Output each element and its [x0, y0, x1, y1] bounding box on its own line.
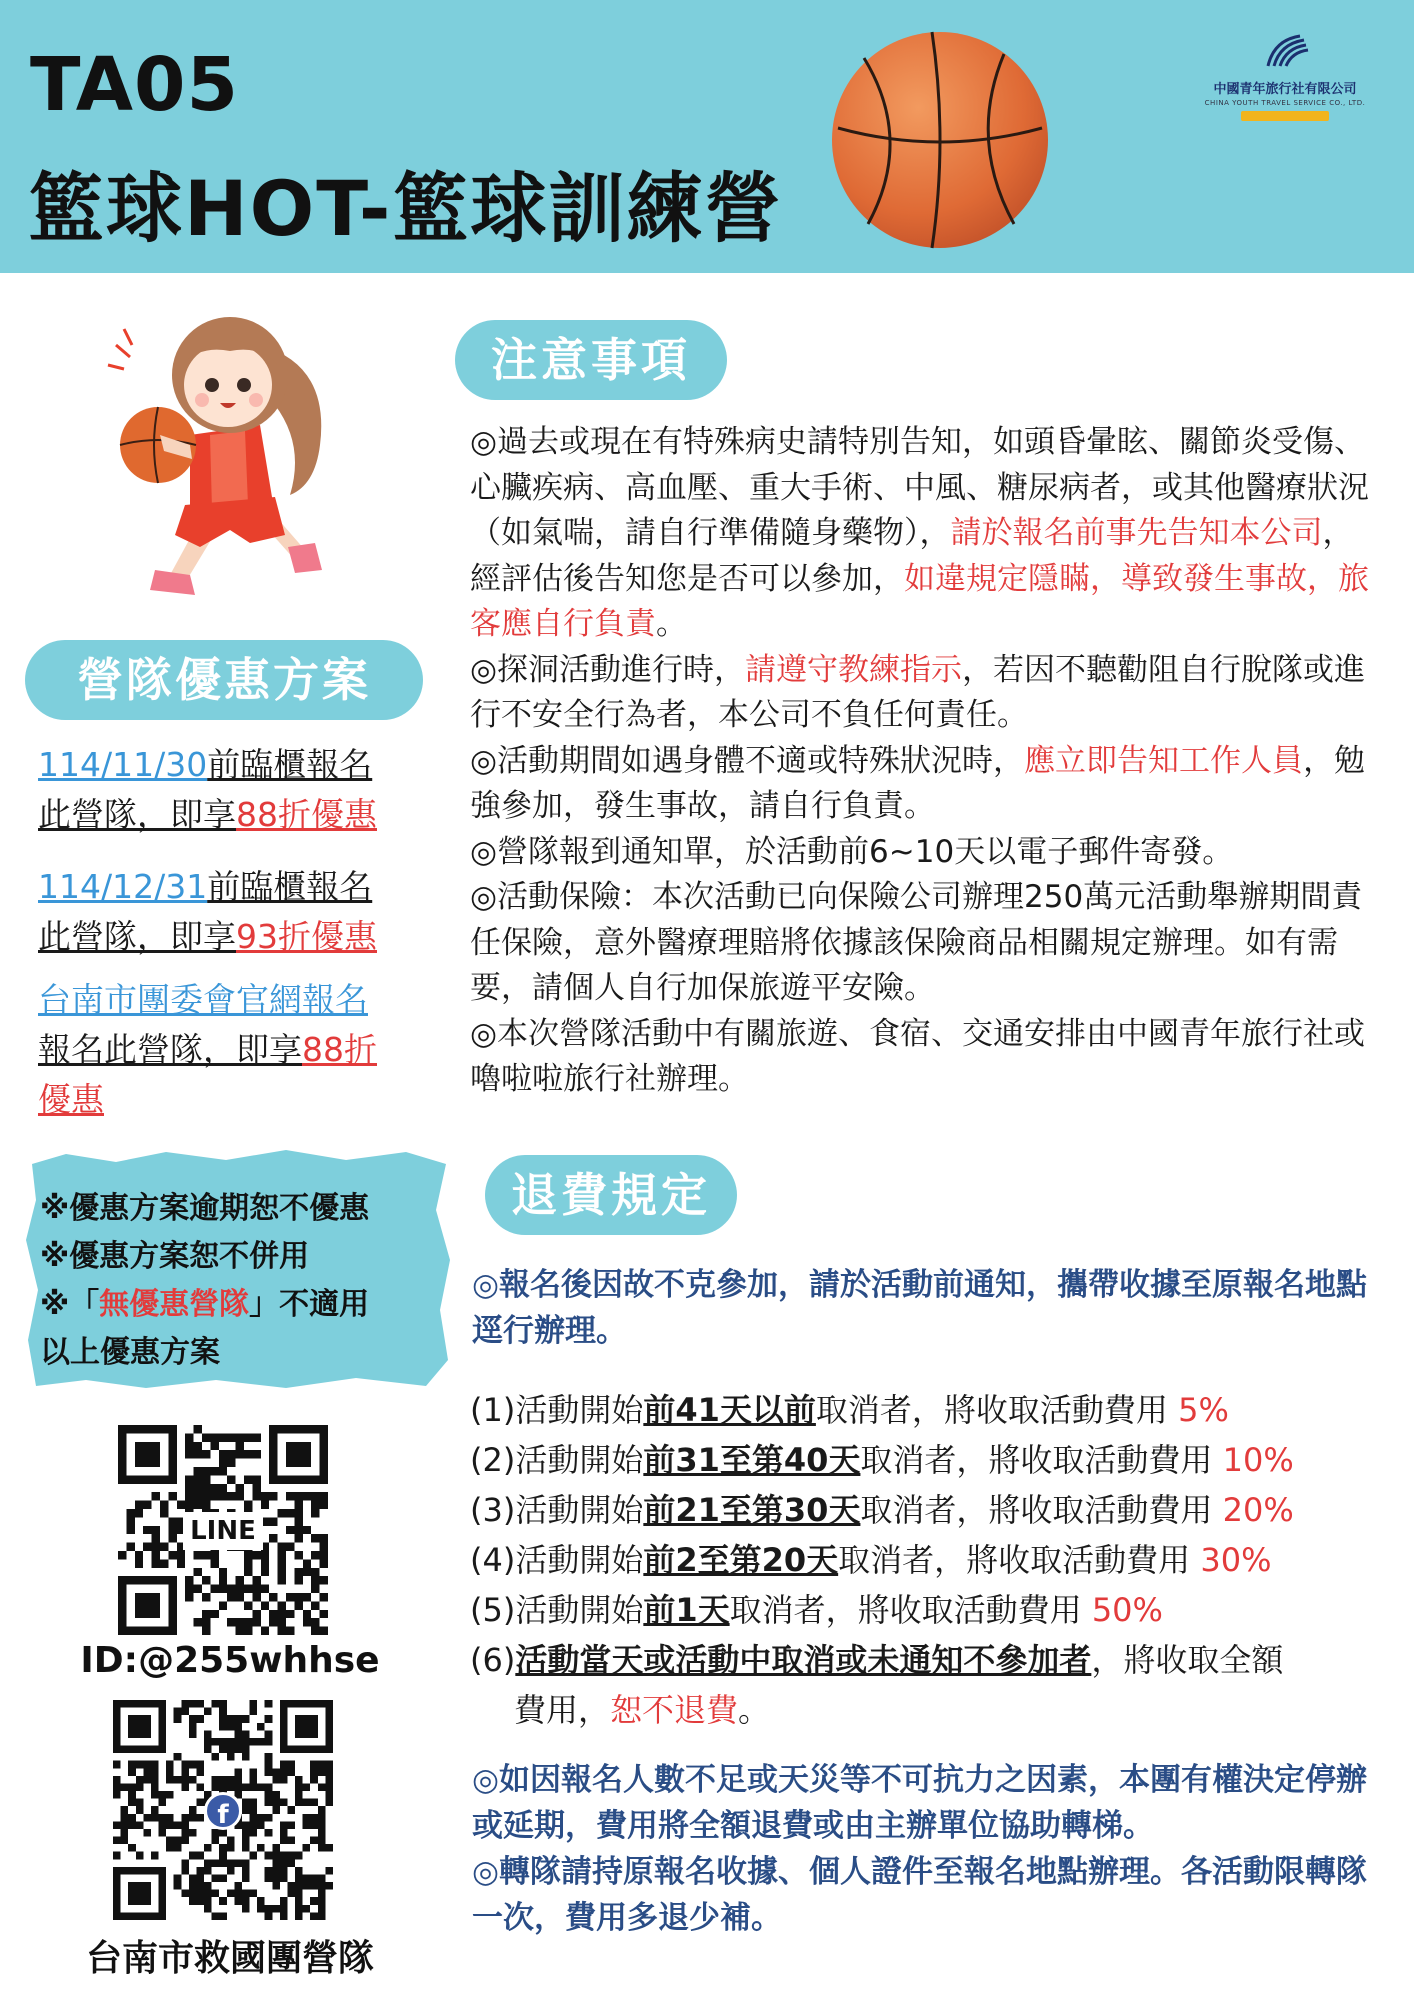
note-illness-text: ◎活動期間如遇身體不適或特殊狀況時， — [470, 742, 1025, 779]
note-illness — [470, 739, 1380, 830]
refund-item-period: 前21至第30天 — [643, 1491, 861, 1529]
note-illness-warning: 應立即告知工作人員 — [1024, 742, 1304, 779]
refund-item-text: 取消者，將收取活動費用 — [860, 1441, 1223, 1479]
note-coach-text: ◎探洞活動進行時， — [470, 651, 746, 688]
refund-item — [470, 1385, 1380, 1435]
refund-item-6-continued — [470, 1685, 1380, 1735]
refund-item-percent: 20% — [1222, 1491, 1294, 1529]
company-logo-icon — [1260, 32, 1310, 70]
company-name-en: CHINA YOUTH TRAVEL SERVICE CO., LTD. — [1204, 99, 1366, 107]
refund-item-text: 取消者，將收取活動費用 — [729, 1591, 1092, 1629]
refund-item-6-cont: 費用， — [514, 1691, 611, 1729]
offer-1-deadline: 前臨櫃報名 — [207, 745, 373, 784]
rule-3-start: ※「 — [40, 1287, 100, 1322]
note-insurance: ◎活動保險：本次活動已向保險公司辦理250萬元活動舉辦期間責任保險，意外醫療理賠將依據該保險商品相關規定辦理。如有需要，請個人自行加保旅遊平安險。 — [470, 879, 1363, 1006]
company-logo-bar — [1241, 111, 1329, 121]
company-logo — [1185, 32, 1385, 121]
offer-3-text: 報名此營隊，即享 — [38, 1030, 302, 1069]
refund-item-prefix: (2)活動開始 — [470, 1441, 644, 1479]
note-health-warning: 請於報名前事先告知本公司 — [950, 515, 1323, 551]
refund-item-prefix: (4)活動開始 — [470, 1541, 644, 1579]
refund-transfer-note: ◎轉隊請持原報名收據、個人證件至報名地點辦理。各活動限轉隊一次，費用多退少補。 — [472, 1854, 1368, 1936]
offer-item-3 — [38, 975, 418, 1125]
refund-item-prefix: (6) — [470, 1641, 516, 1679]
rule-3-continued: 以上優惠方案 — [40, 1335, 220, 1370]
rule-3-highlight: 無優惠營隊 — [99, 1287, 250, 1322]
note-health — [470, 420, 1380, 648]
note-health-warning-2: 如違規定隱瞞，導致發生事故，旅客應自行負責 — [470, 560, 1369, 642]
refund-item — [470, 1435, 1380, 1485]
refund-item-period: 前1天 — [643, 1591, 730, 1629]
team-name: 台南市救國團營隊 — [85, 1938, 374, 1979]
refund-item — [470, 1535, 1380, 1585]
refund-item-period: 前2至第20天 — [643, 1541, 839, 1579]
refund-no-refund: 恕不退費 — [610, 1691, 739, 1729]
refund-item-text: 取消者，將收取活動費用 — [860, 1491, 1223, 1529]
offer-item-2 — [38, 862, 418, 962]
note-health-end: 。 — [656, 606, 687, 642]
offer-2-text: 此營隊，即享 — [38, 917, 236, 956]
refund-cancellation-note: ◎如因報名人數不足或天災等不可抗力之因素，本團有權決定停辦或延期，費用將全額退費或由主辦單位協助轉梯。 — [472, 1762, 1368, 1844]
refund-item-6-end: 。 — [738, 1691, 771, 1729]
offer-3-discount-tail: 優惠 — [38, 1080, 104, 1119]
refund-item-text: 取消者，將收取活動費用 — [815, 1391, 1179, 1429]
offer-3-discount: 88折 — [302, 1030, 377, 1069]
notes-body — [470, 420, 1380, 1103]
refund-item-prefix: (3)活動開始 — [470, 1491, 644, 1529]
offer-3-channel[interactable]: 台南市團委會官網報名 — [38, 980, 368, 1019]
line-logo-icon: LINE — [183, 1512, 263, 1550]
refund-item-text: ，將收取全額 — [1091, 1641, 1284, 1679]
note-coach-text-2: ，若因不聽勸阻自行脫隊或進行不安全行為者，本公司不負任何責任。 — [470, 651, 1366, 733]
girl-basketball-illustration — [60, 285, 380, 615]
refund-item-percent: 10% — [1222, 1441, 1294, 1479]
note-health-text-2: ，經評估後告知您是否可以參加， — [470, 515, 1354, 597]
note-coach — [470, 648, 1380, 739]
offer-1-text: 此營隊，即享 — [38, 795, 236, 834]
header-banner — [0, 0, 1414, 273]
refund-heading: 退費規定 — [485, 1155, 737, 1235]
refund-item-percent: 50% — [1091, 1591, 1163, 1629]
note-notification: ◎營隊報到通知單，於活動前6~10天以電子郵件寄發。 — [470, 833, 1234, 870]
offer-item-1 — [38, 740, 418, 840]
offer-2-discount: 93折優惠 — [236, 917, 377, 956]
offer-1-discount: 88折優惠 — [236, 795, 377, 834]
refund-item-prefix: (1)活動開始 — [470, 1391, 644, 1429]
refund-item-period: 活動當天或活動中取消或未通知不參加者 — [515, 1641, 1092, 1679]
line-id: ID:@255whhse — [80, 1640, 380, 1681]
notes-heading: 注意事項 — [455, 320, 727, 400]
refund-item — [470, 1585, 1380, 1635]
page-title: 籃球HOT-籃球訓練營 — [28, 164, 783, 253]
company-name-zh: 中國青年旅行社有限公司 — [1213, 82, 1357, 97]
basketball-icon — [828, 28, 1052, 252]
refund-item-period: 前41天以前 — [643, 1391, 816, 1429]
refund-footnotes — [472, 1757, 1372, 1941]
refund-intro: ◎報名後因故不克參加，請於活動前通知，攜帶收據至原報名地點逕行辦理。 — [472, 1267, 1368, 1349]
offer-2-deadline: 前臨櫃報名 — [207, 867, 373, 906]
rule-2: ※優惠方案恕不併用 — [40, 1239, 310, 1274]
facebook-icon: f — [204, 1792, 242, 1830]
refund-item-prefix: (5)活動開始 — [470, 1591, 644, 1629]
rule-3 — [40, 1281, 440, 1329]
rule-3-end: 」不適用 — [249, 1287, 370, 1322]
rule-1: ※優惠方案逾期恕不優惠 — [40, 1191, 370, 1226]
offer-1-date: 114/11/30 — [38, 745, 208, 784]
note-travel-agency: ◎本次營隊活動中有關旅遊、食宿、交通安排由中國青年旅行社或嚕啦啦旅行社辦理。 — [470, 1015, 1366, 1097]
refund-item — [470, 1485, 1380, 1535]
refund-list — [470, 1385, 1380, 1735]
camp-code: TA05 — [30, 42, 239, 128]
refund-item-text: 取消者，將收取活動費用 — [838, 1541, 1201, 1579]
refund-item-6 — [470, 1635, 1380, 1685]
note-coach-warning: 請遵守教練指示 — [745, 651, 963, 688]
note-illness-text-2: ，勉強參加，發生事故，請自行負責。 — [470, 742, 1366, 824]
offer-2-date: 114/12/31 — [38, 867, 208, 906]
refund-item-period: 前31至第40天 — [643, 1441, 861, 1479]
refund-item-percent: 5% — [1178, 1391, 1229, 1429]
note-health-text: ◎過去或現在有特殊病史請特別告知，如頭昏暈眩、關節炎受傷、心臟疾病、高血壓、重大手術、中風、糖尿病者，或其他醫療狀況（如氣喘，請自行準備隨身藥物）， — [470, 424, 1369, 551]
refund-item-percent: 30% — [1200, 1541, 1272, 1579]
offer-rules — [40, 1185, 440, 1377]
camp-offer-heading: 營隊優惠方案 — [25, 640, 423, 720]
